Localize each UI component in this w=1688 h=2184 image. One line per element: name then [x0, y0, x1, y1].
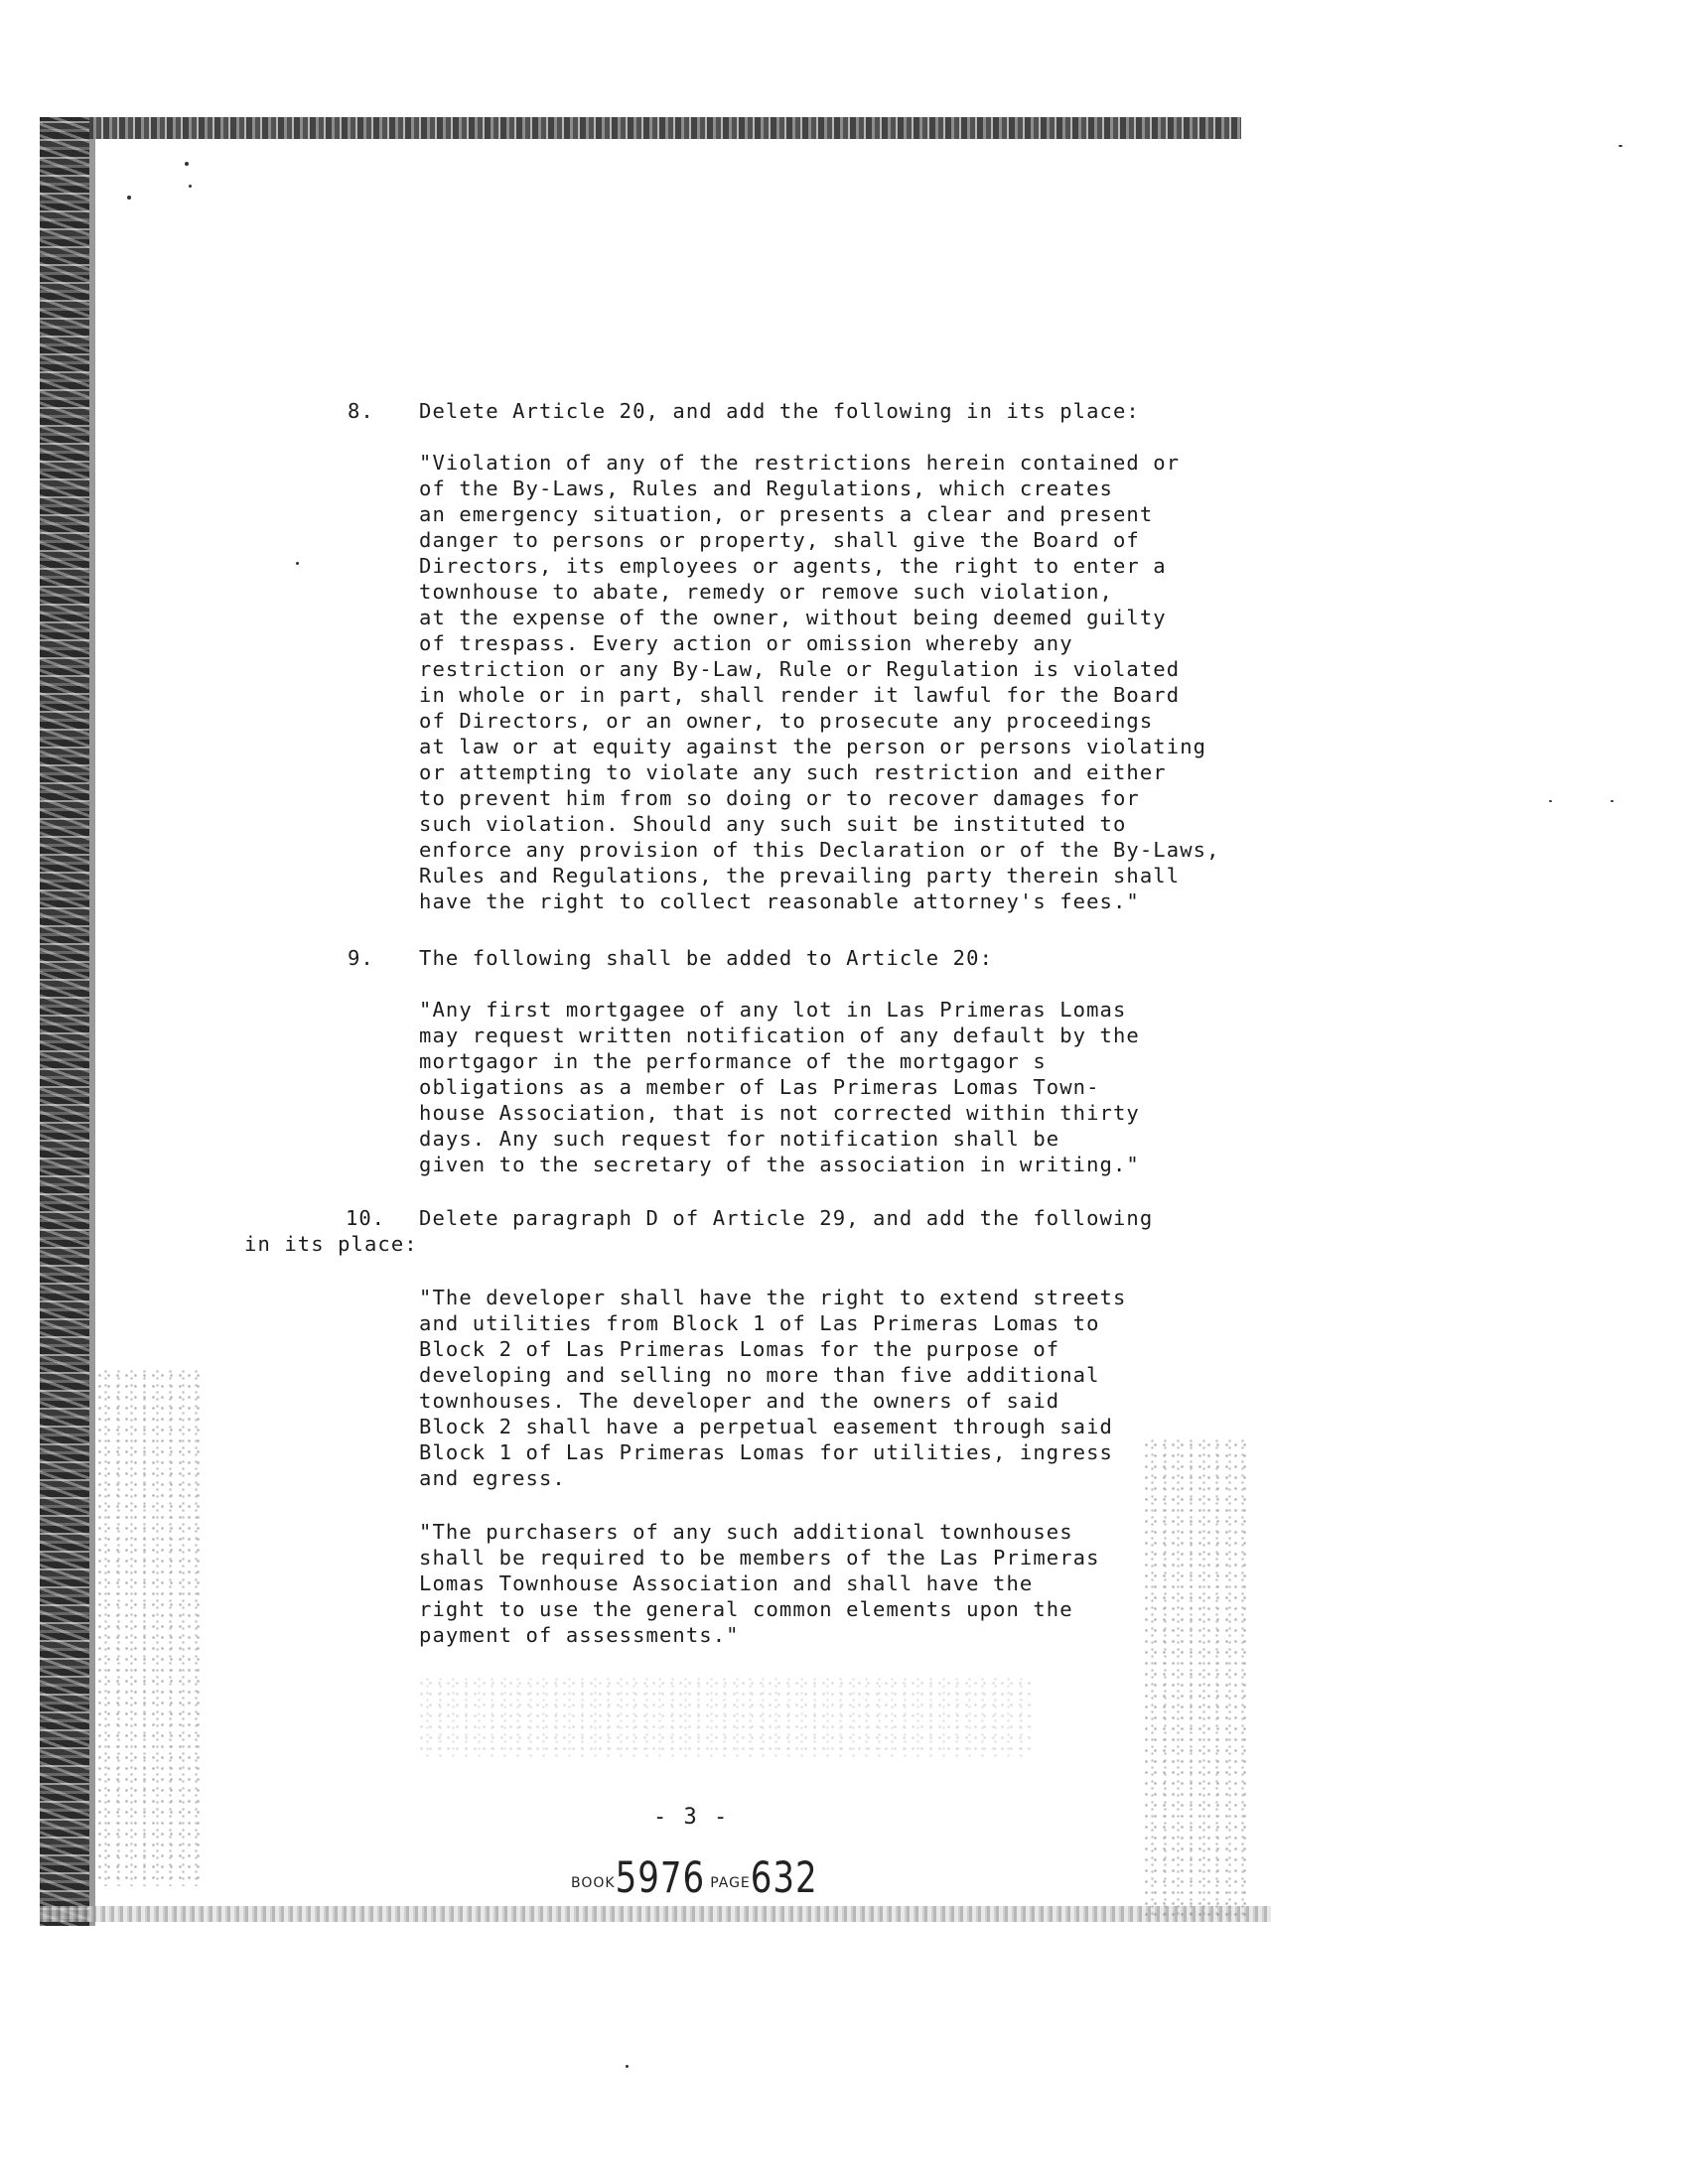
quote-line: shall be required to be members of the Las Primeras — [419, 1546, 1100, 1570]
quote-line: "Any first mortgagee of any lot in Las Primeras Lomas — [419, 998, 1127, 1022]
quote-line: at law or at equity against the person or persons violating — [419, 735, 1207, 758]
quote-line: obligations as a member of Las Primeras Lomas Town- — [419, 1075, 1100, 1099]
quote-line: at the expense of the owner, without being deemed guilty — [419, 606, 1167, 629]
item-10-heading-continued: in its place: — [244, 1232, 418, 1256]
quote-line: Block 1 of Las Primeras Lomas for utilities, ingress — [419, 1440, 1113, 1464]
item-8-heading: Delete Article 20, and add the following in its place: — [419, 399, 1140, 423]
page-number: - 3 - — [653, 1805, 730, 1830]
quote-line: given to the secretary of the association in writing." — [419, 1153, 1140, 1176]
page-reference: 632 — [750, 1853, 818, 1903]
quote-line: right to use the general common elements upon the — [419, 1597, 1073, 1621]
quote-line: such violation. Should any such suit be instituted to — [419, 812, 1127, 836]
quote-line: townhouses. The developer and the owners of said — [419, 1389, 1060, 1413]
item-10-heading: Delete paragraph D of Article 29, and add the following — [419, 1206, 1154, 1230]
item-9-heading: The following shall be added to Article 20: — [419, 946, 994, 970]
quote-line: of trespass. Every action or omission whereby any — [419, 631, 1073, 655]
quote-line: Lomas Townhouse Association and shall have the — [419, 1571, 1034, 1595]
quote-line: days. Any such request for notification shall be — [419, 1127, 1060, 1151]
book-number: 5976 — [615, 1853, 706, 1903]
quote-line: in whole or in part, shall render it lawful for the Board — [419, 683, 1181, 707]
quote-line: townhouse to abate, remedy or remove such violation, — [419, 580, 1113, 604]
book-label: BOOK — [571, 1875, 616, 1891]
quote-line: Block 2 shall have a perpetual easement through said — [419, 1415, 1113, 1438]
quote-line: developing and selling no more than five additional — [419, 1363, 1100, 1387]
quote-line: Directors, its employees or agents, the right to enter a — [419, 554, 1167, 578]
quote-line: Rules and Regulations, the prevailing party therein shall — [419, 864, 1181, 887]
quote-line: have the right to collect reasonable attorney's fees." — [419, 889, 1140, 913]
quote-line: "Violation of any of the restrictions herein contained or — [419, 451, 1181, 475]
quote-line: to prevent him from so doing or to recover damages for — [419, 786, 1140, 810]
quote-line: of Directors, or an owner, to prosecute any proceedings — [419, 709, 1154, 733]
quote-line: may request written notification of any default by the — [419, 1024, 1140, 1047]
item-10-number: 10. — [346, 1206, 386, 1230]
quote-line: danger to persons or property, shall give the Board of — [419, 528, 1140, 552]
quote-line: enforce any provision of this Declaration or of the By-Laws, — [419, 838, 1220, 862]
quote-line: house Association, that is not corrected within thirty — [419, 1101, 1140, 1125]
quote-line: "The developer shall have the right to extend streets — [419, 1286, 1127, 1309]
quote-line: mortgagor in the performance of the mortgagor s — [419, 1049, 1047, 1073]
quote-line: payment of assessments." — [419, 1623, 740, 1647]
quote-line: "The purchasers of any such additional townhouses — [419, 1520, 1073, 1544]
quote-line: of the By-Laws, Rules and Regulations, which creates — [419, 477, 1113, 500]
quote-line: an emergency situation, or presents a clear and present — [419, 502, 1154, 526]
item-9-number: 9. — [348, 946, 374, 970]
quote-line: and egress. — [419, 1466, 566, 1490]
item-8-number: 8. — [348, 399, 374, 423]
book-page-stamp — [571, 1853, 818, 1903]
page-label: PAGE — [710, 1875, 751, 1891]
quote-line: Block 2 of Las Primeras Lomas for the purpose of — [419, 1337, 1060, 1361]
quote-line: and utilities from Block 1 of Las Primeras Lomas to — [419, 1311, 1100, 1335]
quote-line: restriction or any By-Law, Rule or Regulation is violated — [419, 657, 1181, 681]
quote-line: or attempting to violate any such restriction and either — [419, 760, 1167, 784]
